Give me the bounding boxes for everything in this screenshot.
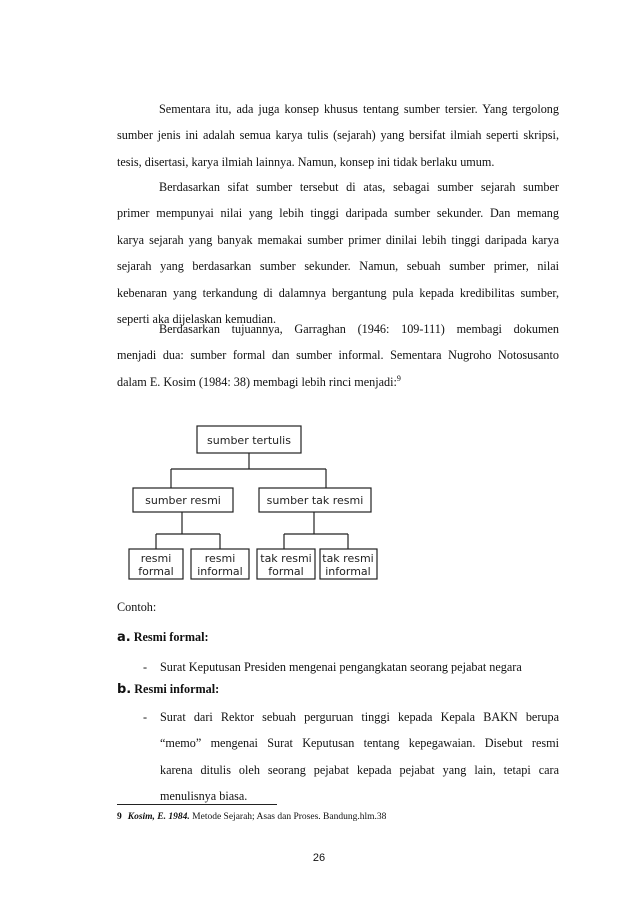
diagram-label-sumber-tak-resmi: sumber tak resmi xyxy=(266,494,364,507)
footnote-author: Kosim, E. 1984. xyxy=(127,812,190,822)
paragraph-tersier xyxy=(117,96,559,175)
paragraph-primer xyxy=(117,174,559,332)
paragraph-line: seperti aka dijelaskan kemudian. xyxy=(117,312,277,327)
footnote-text: Metode Sejarah; Asas dan Proses. Bandung.hlm.38 xyxy=(192,812,387,822)
list-bullet: - xyxy=(143,660,148,674)
footnote-reference[interactable]: 9 xyxy=(396,373,401,383)
paragraph-line: tesis, disertasi, karya ilmiah lainnya. Namun, konsep ini tidak berlaku umum. xyxy=(117,154,495,169)
diagram-label-leaf: formal xyxy=(138,565,174,578)
list-item-line: Surat Keputusan Presiden mengenai pengangkatan seorang pejabat negara xyxy=(160,660,522,674)
diagram-label-leaf: formal xyxy=(268,565,304,578)
diagram-label-root: sumber tertulis xyxy=(207,434,291,447)
diagram-label-leaf: resmi xyxy=(204,552,236,565)
diagram-label-sumber-resmi: sumber resmi xyxy=(145,494,221,507)
paragraph-line: Sementara itu, ada juga konsep khusus tentang sumber tersier. Yang tergolong xyxy=(159,102,559,116)
paragraph-line: dalam E. Kosim (1984: 38) membagi lebih rinci menjadi:$^9$ xyxy=(117,373,401,389)
section-title: Resmi informal: xyxy=(134,682,220,696)
footnote xyxy=(117,812,386,822)
page-number: 26 xyxy=(312,852,326,864)
contoh-label: Contoh: xyxy=(117,600,157,614)
paragraph-line: primer mempunyai nilai yang lebih tinggi daripada sumber sekunder. Dan memang xyxy=(117,206,559,221)
diagram-label-leaf: tak resmi xyxy=(260,552,312,565)
section-title: Resmi formal: xyxy=(133,630,209,644)
paragraph-line: karya sejarah yang banyak memakai sumber primer dinilai lebih tinggi daripada karya xyxy=(117,232,559,247)
diagram-label-leaf: resmi xyxy=(140,552,172,565)
diagram-label-leaf: informal xyxy=(325,565,371,578)
paragraph-line: Berdasarkan tujuannya, Garraghan (1946: 109-111) membagi dokumen xyxy=(159,322,559,336)
section-heading-resmi-informal xyxy=(117,682,219,697)
paragraph-line: menjadi dua: sumber formal dan sumber informal. Sementara Nugroho Notosusanto xyxy=(117,348,559,363)
section-letter: b. xyxy=(117,682,132,697)
list-item xyxy=(143,704,559,810)
classification-diagram xyxy=(124,424,382,584)
paragraph-garraghan xyxy=(117,316,559,395)
list-item xyxy=(143,654,559,680)
diagram-label-leaf: informal xyxy=(197,565,243,578)
list-item-line: menulisnya biasa. xyxy=(160,789,248,804)
section-letter: a. xyxy=(117,630,131,645)
footnote-number: 9 xyxy=(117,812,122,822)
paragraph-line: kebenaran yang terkandung di dalamnya bergantung pula kepada kredibilitas sumber, xyxy=(117,285,559,300)
list-item-line: karena ditulis oleh seorang pejabat kepada pejabat yang lain, tetapi cara xyxy=(160,762,559,777)
footnote-separator xyxy=(117,804,277,805)
diagram-label-leaf: tak resmi xyxy=(322,552,374,565)
list-item-line: “memo” mengenai Surat Keputusan tentang kepegawaian. Disebut resmi xyxy=(160,736,559,751)
paragraph-line: Berdasarkan sifat sumber tersebut di atas, sebagai sumber sejarah sumber xyxy=(159,180,559,194)
list-item-line: Surat dari Rektor sebuah perguruan tinggi kepada Kepala BAKN berupa xyxy=(160,710,559,724)
paragraph-line: sumber jenis ini adalah semua karya tulis (sejarah) yang bersifat ilmiah seperti skripsi, xyxy=(117,128,559,143)
list-bullet: - xyxy=(143,710,148,724)
paragraph-line: sejarah yang berdasarkan sumber sekunder. Namun, sebuah sumber primer, nilai xyxy=(117,259,559,274)
section-heading-resmi-formal xyxy=(117,630,209,645)
